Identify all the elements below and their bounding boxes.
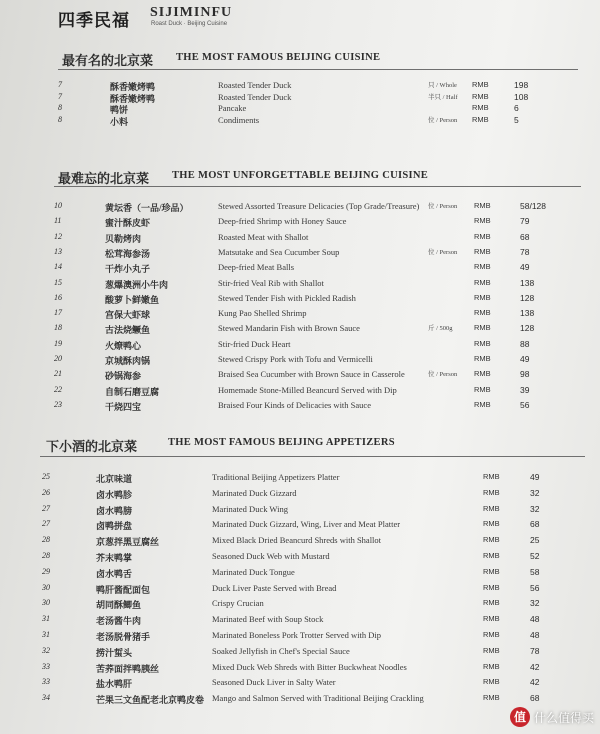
brand-name: SIJIMINFU [150,5,233,20]
section-title-en: THE MOST FAMOUS BEIJING APPETIZERS [168,437,395,448]
item-name-cn: 自制石磨豆腐 [105,386,160,397]
item-number: 27 [42,503,50,513]
menu-item-row [0,201,600,217]
item-name-cn: 干炸小丸子 [105,264,151,275]
item-price: 49 [520,354,530,364]
item-currency: RMB [483,614,500,624]
item-price: 48 [530,630,540,640]
item-number: 8 [58,103,62,112]
item-name-cn: 砂锅海参 [105,371,142,382]
menu-item-row [0,216,600,232]
item-number: 30 [42,598,50,608]
item-number: 31 [42,614,50,624]
item-name-en: Mixed Duck Web Shreds with Bitter Buckwheat Noodles [212,661,407,672]
item-price: 138 [520,277,535,288]
item-name-en: Matsutake and Sea Cucumber Soup [218,246,340,257]
item-currency: RMB [472,103,489,112]
item-currency: RMB [474,292,491,302]
item-name-cn: 宫保大虾球 [105,310,151,321]
item-price: 79 [520,216,530,227]
item-name-cn: 鸭饼 [110,105,129,115]
item-name-cn: 蜜汁酥皮虾 [105,218,151,229]
item-unit: 位 / Person [428,116,458,124]
item-price: 56 [520,399,530,410]
item-price: 42 [530,661,540,672]
item-number: 22 [54,384,62,394]
item-number: 7 [58,91,62,101]
item-price: 78 [520,246,530,257]
item-currency: RMB [483,535,500,545]
item-currency: RMB [474,277,491,287]
item-currency: RMB [474,369,491,379]
item-number: 32 [42,645,50,655]
item-name-cn: 贝勒烤肉 [105,233,142,244]
menu-item-row [0,369,600,385]
item-name-cn: 干烧四宝 [105,401,142,412]
item-currency: RMB [483,487,500,497]
item-currency: RMB [474,399,491,409]
menu-item-row [0,567,600,583]
item-name-en: Mango and Salmon Served with Traditional Beijing Crackling [212,693,424,704]
item-number: 23 [54,399,62,409]
item-price: 108 [514,91,529,102]
item-number: 13 [54,246,62,256]
item-price: 42 [530,677,540,688]
item-price: 98 [520,369,530,380]
item-price: 25 [530,535,540,546]
item-currency: RMB [474,384,491,394]
menu-item-row [0,551,600,567]
menu-item-row [0,488,600,504]
item-name-en: Roasted Tender Duck [218,91,292,102]
item-currency: RMB [474,308,491,318]
item-unit: 只 / Whole [428,82,457,89]
item-name-en: Roasted Tender Duck [218,80,292,90]
item-price: 78 [530,645,540,656]
menu-item-row [0,115,600,131]
item-number: 20 [54,354,62,363]
menu-item-row [0,323,600,339]
section-divider [58,69,578,70]
item-name-cn: 卤水鸭膀 [96,505,133,516]
item-currency: RMB [483,582,500,592]
item-number: 34 [42,693,50,703]
menu-item-row [0,262,600,278]
item-name-en: Pancake [218,103,247,113]
item-currency: RMB [474,216,491,226]
item-name-en: Homemade Stone-Milled Beancurd Served with Dip [218,384,397,395]
item-name-cn: 芒果三文鱼配老北京鸭皮卷 [96,695,205,706]
item-currency: RMB [483,519,500,529]
menu-item-row [0,519,600,535]
menu-item-row [0,354,600,370]
item-currency: RMB [474,323,491,333]
item-number: 8 [58,114,62,124]
item-currency: RMB [483,551,500,560]
item-price: 138 [520,308,535,319]
item-name-en: Condiments [218,114,260,125]
item-name-en: Crispy Crucian [212,598,264,609]
item-name-cn: 酸萝卜鲜嫩鱼 [105,294,160,305]
item-price: 32 [530,598,540,609]
menu-item-row [0,504,600,520]
item-name-en: Kung Pao Shelled Shrimp [218,308,307,319]
item-price: 58/128 [520,201,546,211]
item-number: 17 [54,308,62,318]
section-title-cn: 最难忘的北京菜 [58,171,150,186]
item-price: 48 [530,614,540,625]
section-title-en: THE MOST UNFORGETTABLE BEIJING CUISINE [172,170,429,181]
item-currency: RMB [483,566,500,576]
item-name-en: Marinated Boneless Pork Trotter Served with Dip [212,630,382,640]
item-price: 5 [514,114,519,125]
item-currency: RMB [474,201,491,210]
item-unit: 位 / Person [428,248,458,256]
item-name-en: Duck Liver Paste Served with Bread [212,582,337,593]
item-name-en: Braised Four Kinds of Delicacies with Sauce [218,399,371,410]
item-unit: 斤 / 500g [428,325,453,333]
menu-item-row [0,232,600,248]
item-name-cn: 老汤酱牛肉 [96,616,142,627]
item-currency: RMB [483,661,500,671]
menu-item-row [0,598,600,614]
menu-item-row [0,677,600,693]
item-name-cn: 卤鸭拼盘 [96,521,133,532]
item-number: 30 [42,582,50,592]
item-currency: RMB [474,354,491,363]
menu-item-row [0,339,600,355]
item-name-en: Deep-fried Meat Balls [218,262,294,273]
item-number: 33 [42,661,50,671]
item-name-cn: 卤水鸭舌 [96,568,133,579]
item-currency: RMB [483,503,500,513]
item-currency: RMB [474,246,491,256]
menu-item-row [0,400,600,416]
menu-item-row [0,247,600,263]
item-number: 25 [42,472,50,481]
item-name-cn: 酥香嫩烤鸭 [110,93,156,104]
item-number: 18 [54,323,62,333]
menu-item-row [0,630,600,646]
brand-logo-cn: 四季民福 [58,11,130,30]
menu-item-row [0,583,600,599]
menu-item-row [0,385,600,401]
item-name-cn: 卤水鸭胗 [96,489,133,500]
item-name-cn: 鸭肝酱配面包 [96,584,151,595]
item-currency: RMB [472,91,489,101]
item-name-cn: 胡同酥鲫鱼 [96,600,142,611]
item-name-en: Stir-fried Veal Rib with Shallot [218,277,324,288]
item-price: 56 [530,582,540,593]
menu-item-row [0,472,600,488]
item-number: 33 [42,677,50,687]
item-name-en: Mixed Black Dried Beancurd Shreds with Shallot [212,535,382,546]
item-name-en: Soaked Jellyfish in Chef's Special Sauce [212,645,350,656]
menu-item-row [0,646,600,662]
item-price: 52 [530,551,540,561]
item-name-en: Stewed Tender Fish with Pickled Radish [218,292,356,303]
item-currency: RMB [483,677,500,687]
item-name-cn: 北京味道 [96,474,133,484]
item-price: 49 [520,262,530,273]
item-currency: RMB [472,114,489,124]
item-name-cn: 芥末鸭掌 [96,553,133,563]
item-name-en: Braised Sea Cucumber with Brown Sauce in Casserole [218,369,405,380]
item-number: 26 [42,487,50,497]
item-unit: 半只 / Half [428,93,458,101]
section-title-en: THE MOST FAMOUS BEIJING CUISINE [176,52,381,63]
item-number: 16 [54,292,62,302]
item-name-en: Marinated Duck Tongue [212,566,295,577]
item-price: 39 [520,384,530,395]
item-name-cn: 老汤脱骨猪手 [96,632,151,642]
item-number: 19 [54,338,62,348]
menu-item-row [0,308,600,324]
watermark [510,706,594,728]
item-price: 68 [520,231,530,242]
item-currency: RMB [474,338,491,348]
watermark-logo-icon: 值 [510,707,530,727]
item-unit: 位 / Person [428,371,458,379]
section-title-cn: 下小酒的北京菜 [46,439,138,454]
watermark-text: 什么值得买 [533,710,594,725]
item-currency: RMB [483,645,500,655]
item-name-en: Roasted Meat with Shallot [218,231,309,242]
item-number: 14 [54,262,62,272]
item-name-cn: 葱爆澳洲小牛肉 [105,279,169,290]
brand-subtitle: Roast Duck · Beijing Cuisine [151,21,228,27]
section-title-cn: 最有名的北京菜 [62,53,154,68]
item-currency: RMB [483,598,500,608]
item-price: 32 [530,503,540,514]
item-name-cn: 火燎鸭心 [105,340,142,351]
item-name-cn: 古法烧鳜鱼 [105,325,151,336]
item-name-en: Marinated Duck Gizzard [212,487,297,498]
item-number: 7 [58,80,62,89]
item-currency: RMB [472,80,489,89]
item-name-cn: 捞汁蜇头 [96,647,133,658]
item-number: 10 [54,201,62,210]
item-currency: RMB [483,693,500,703]
item-name-en: Seasoned Duck Web with Mustard [212,551,330,561]
item-price: 198 [514,80,529,90]
item-name-en: Marinated Beef with Soup Stock [212,614,324,625]
item-number: 12 [54,231,62,241]
item-price: 128 [520,292,535,303]
item-number: 29 [42,566,50,576]
item-name-en: Stewed Mandarin Fish with Brown Sauce [218,323,360,334]
item-price: 49 [530,472,540,482]
item-number: 11 [54,216,62,226]
item-price: 32 [530,487,540,498]
section-divider [54,186,581,187]
item-name-en: Deep-fried Shrimp with Honey Sauce [218,216,347,227]
menu-item-row [0,535,600,551]
item-name-cn: 京城酥肉锅 [105,356,151,366]
menu-item-row [0,278,600,294]
item-price: 68 [530,519,540,530]
item-number: 28 [42,551,50,560]
item-number: 27 [42,519,50,529]
item-currency: RMB [474,262,491,272]
item-name-cn: 京葱拌黑豆腐丝 [96,537,160,548]
menu-item-row [0,293,600,309]
item-price: 58 [530,566,540,577]
item-unit: 位 / Person [428,203,458,210]
item-number: 21 [54,369,62,379]
menu-item-row [0,614,600,630]
item-currency: RMB [483,630,500,639]
item-currency: RMB [483,472,500,481]
item-name-en: Marinated Duck Gizzard, Wing, Liver and Meat Platter [212,519,401,530]
menu-item-row [0,662,600,678]
item-name-en: Traditional Beijing Appetizers Platter [212,472,340,482]
item-name-en: Marinated Duck Wing [212,503,288,514]
item-currency: RMB [474,231,491,241]
item-name-cn: 松茸海参汤 [105,248,151,259]
item-name-cn: 小料 [110,116,129,127]
item-name-en: Seasoned Duck Liver in Salty Water [212,677,336,688]
item-name-cn: 酥香嫩烤鸭 [110,82,156,92]
item-name-en: Stir-fried Duck Heart [218,338,291,349]
item-number: 15 [54,277,62,287]
item-name-cn: 苦荞面拌鸭胰丝 [96,663,160,674]
item-number: 31 [42,630,50,639]
item-price: 88 [520,338,530,349]
item-price: 6 [514,103,519,113]
section-divider [40,456,585,457]
item-number: 28 [42,535,50,545]
item-name-cn: 盐水鸭肝 [96,679,133,690]
item-name-cn: 黄坛香（一品/珍品） [105,203,189,213]
item-price: 128 [520,323,535,334]
item-price: 68 [530,693,540,704]
item-name-en: Stewed Crispy Pork with Tofu and Vermicelli [218,354,373,364]
item-name-en: Stewed Assorted Treasure Delicacies (Top Grade/Treasure) [218,201,420,211]
